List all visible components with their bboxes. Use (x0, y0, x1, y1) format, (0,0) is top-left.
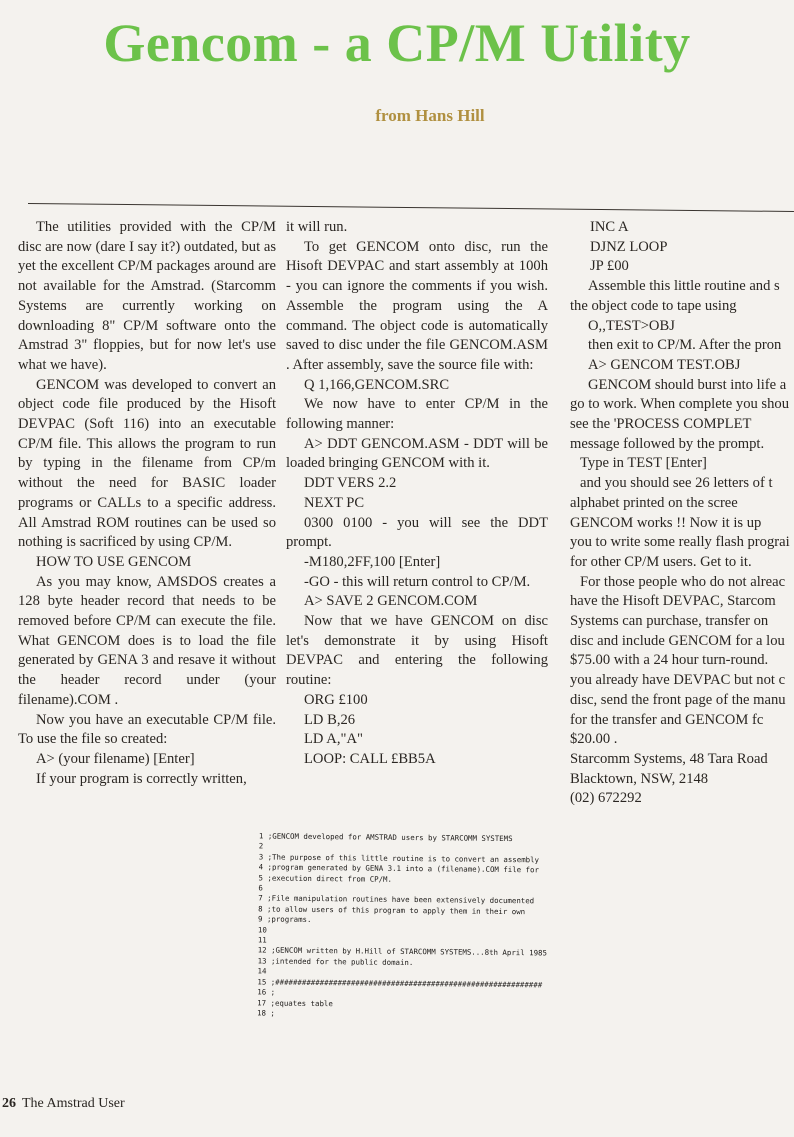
command-line: NEXT PC (304, 494, 365, 511)
paragraph: -GO - this will return control to CP/M. (304, 573, 531, 590)
text-line: go to work. When complete you shou (570, 396, 790, 413)
text-line: alphabet printed on the scree (570, 494, 738, 511)
listing-line: 18 ; (257, 1008, 275, 1018)
code-line: LD B,26 (304, 711, 356, 728)
text-line: disc and include GENCOM for a lou (570, 632, 785, 649)
paragraph: A> DDT GENCOM.ASM - DDT will be loaded bringing GENCOM with it. (286, 435, 548, 472)
listing-line: 9 ;programs. (258, 914, 312, 925)
article-column-3 (570, 218, 794, 809)
command-line: A> (your filename) [Enter] (36, 750, 195, 767)
paragraph: Now you have an executable CP/M file. To use the file so created: (18, 711, 276, 748)
code-line: ORG £100 (304, 691, 368, 708)
address-line: Blacktown, NSW, 2148 (570, 770, 709, 787)
command-line: O,,TEST>OBJ (588, 317, 675, 334)
paragraph: GENCOM was developed to convert an object code file produced by the Hisoft DEVPAC (Soft 116) into an executable CP/M file. This allows the program to run by typing in the filename from CP/m without the need for BASIC loader programs or CALLs to a specific address. All Amstrad ROM routines can be used so nothing is sacrificed by using CP/M. (18, 376, 276, 551)
command-line: -M180,2FF,100 [Enter] (304, 553, 441, 570)
paragraph: The utilities provided with the CP/M disc are now (dare I say it?) outdated, but as yet the excellent CP/M packages around are not available for the Amstrad. (Starcomm Systems are currently working on downloading 8" CP/M software onto the Amstrad 3" floppies, but for now let's use what we have). (18, 219, 276, 373)
code-line: JP £00 (590, 258, 629, 275)
paragraph: it will run. (286, 219, 348, 235)
command-line: A> SAVE 2 GENCOM.COM (304, 593, 478, 610)
listing-line: 5 ;execution direct from CP/M. (258, 873, 393, 884)
text-line: have the Hisoft DEVPAC, Starcom (570, 593, 776, 610)
listing-line: 13 ;intended for the public domain. (257, 956, 414, 967)
listing-line: 6 (258, 883, 263, 893)
code-line: LD A,"A" (304, 731, 363, 748)
listing-line: 14 (257, 966, 267, 976)
command-line: DDT VERS 2.2 (304, 475, 397, 492)
command-line: A> GENCOM TEST.OBJ (588, 356, 741, 373)
listing-line: 17 ;equates table (257, 997, 333, 1008)
article-title: Gencom - a CP/M Utility (103, 13, 691, 73)
paragraph: As you may know, AMSDOS creates a 128 byte header record that needs to be removed before CP/M can execute the file. What GENCOM does is to load the file generated by GENA 3 and resave it without the header record under (your filename).COM . (18, 573, 276, 708)
program-listing (257, 831, 559, 1021)
paragraph: 0300 0100 - you will see the DDT prompt. (286, 514, 548, 551)
command-line: Type in TEST [Enter] (580, 455, 707, 472)
text-line: For those people who do not alreac (580, 573, 786, 590)
text-line: see the 'PROCESS COMPLET (570, 416, 752, 433)
listing-line: 8 ;to allow users of this program to apply them in their own (258, 904, 526, 917)
paragraph: We now have to enter CP/M in the following manner: (286, 396, 548, 433)
listing-line: 1 ;GENCOM developed for AMSTRAD users by STARCOMM SYSTEMS (258, 831, 513, 844)
text-line: you already have DEVPAC but not c (570, 672, 786, 689)
section-heading: HOW TO USE GENCOM (36, 553, 192, 570)
listing-line: 10 (257, 925, 267, 935)
text-line: GENCOM works !! Now it is up (570, 514, 762, 531)
article-column-2 (286, 218, 548, 770)
code-line: INC A (590, 219, 629, 235)
divider-rule (28, 203, 794, 212)
paragraph: Now that we have GENCOM on disc let's demonstrate it by using Hisoft DEVPAC and entering the following routine: (286, 613, 548, 689)
page-number: 26 (2, 1096, 16, 1111)
listing-line: 12 ;GENCOM written by H.Hill of STARCOMM SYSTEMS...8th April 1985 (257, 945, 548, 958)
command-line: Q 1,166,GENCOM.SRC (304, 376, 450, 393)
text-line: $75.00 with a 24 hour turn-round. (570, 652, 769, 669)
address-line: Starcomm Systems, 48 Tara Road (570, 750, 768, 767)
code-line: DJNZ LOOP (590, 238, 668, 255)
listing-line: 3 ;The purpose of this little routine is to convert an assembly (258, 852, 540, 865)
paragraph: If your program is correctly written, (36, 770, 247, 787)
text-line: then exit to CP/M. After the pron (588, 337, 782, 354)
author-byline: from Hans Hill (375, 106, 485, 125)
listing-line: 7 ;File manipulation routines have been extensively documented (258, 893, 535, 906)
text-line: $20.00 . (570, 731, 618, 748)
listing-line: 11 (257, 935, 267, 945)
listing-line: 16 ; (257, 987, 276, 997)
publication-name: The Amstrad User (22, 1096, 125, 1111)
page-footer (2, 1096, 125, 1112)
paragraph: To get GENCOM onto disc, run the Hisoft DEVPAC and start assembly at 100h - you can ignore the comments if you wish. Assemble the program using the A command. The object code is automatically saved to disc under the file GENCOM.ASM . After assembly, save the source file with: (286, 238, 548, 373)
text-line: for the transfer and GENCOM fc (570, 711, 764, 728)
article-column-1 (18, 218, 276, 789)
text-line: disc, send the front page of the manu (570, 691, 786, 708)
text-line: Systems can purchase, transfer on (570, 613, 769, 630)
text-line: and you should see 26 letters of t (580, 475, 773, 492)
text-line: you to write some really flash prograi (570, 534, 790, 551)
text-line: message followed by the prompt. (570, 435, 765, 452)
listing-line: 4 ;program generated by GENA 3.1 into a (filename).COM file for (258, 862, 539, 875)
listing-line: 15 ;############################################################ (257, 977, 543, 990)
text-line: Assemble this little routine and s (588, 278, 780, 295)
text-line: the object code to tape using (570, 297, 737, 314)
text-line: for other CP/M users. Get to it. (570, 553, 752, 570)
text-line: GENCOM should burst into life a (588, 376, 787, 393)
listing-line: 2 (258, 841, 264, 851)
address-line: (02) 672292 (570, 790, 642, 807)
code-line: LOOP: CALL £BB5A (304, 750, 436, 767)
